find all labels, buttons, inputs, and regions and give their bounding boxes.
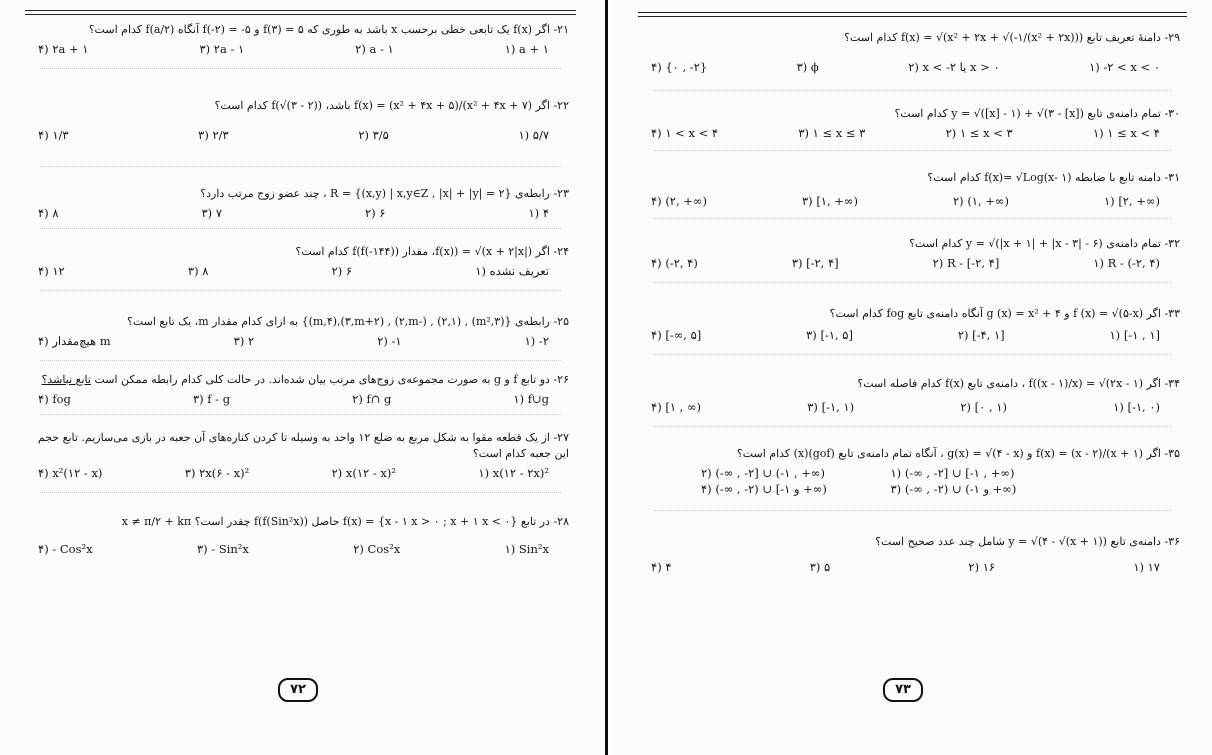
- page-number: ۷۲: [278, 678, 318, 702]
- question-25: [28, 314, 569, 348]
- question-text: ۲۸- در تابع f(x) = {x - ۱ x > ۰ ; x + ۱ x < ۰} حاصل f(f(Sin²x)) چقدر است؟ x ≠ π/۲ + kπ: [121, 515, 569, 528]
- option-3: ۳) ϕ: [796, 60, 819, 74]
- option-3: ۳) ۲x(۶ - x)²: [184, 466, 250, 480]
- option-4: ۴) {۰ , -۲}: [651, 60, 708, 74]
- separator: [653, 90, 1172, 91]
- option-3: ۳) [۱, +∞): [802, 194, 858, 208]
- option-2: ۲) (-∞ , -۲] ∪ (-۱ , +∞): [701, 466, 825, 480]
- question-text-main: ۲۶- دو تابع f و g به صورت مجموعه‌ی زوج‌های مرتب بیان شده‌اند. در حالت کلی کدام رابطه ممکن است: [90, 373, 569, 386]
- right-page: [613, 0, 1212, 755]
- options: [28, 334, 569, 348]
- option-3: ۳) (-∞ , -۲) ∪ (-۱ و +∞): [890, 482, 1017, 496]
- separator: [40, 414, 561, 415]
- separator: [40, 68, 561, 69]
- question-26: [28, 372, 569, 406]
- options: [641, 194, 1180, 208]
- separator: [40, 290, 561, 291]
- option-3: ۳) [-۱, ۵]: [806, 328, 853, 342]
- option-2: ۲) f∩ g: [352, 392, 392, 406]
- option-1: ۱) R - (-۲, ۴): [1093, 256, 1160, 270]
- options: [28, 264, 569, 278]
- option-1: ۱) f∪g: [513, 392, 549, 406]
- question-text: ۳۲- تمام دامنه‌ی y = √(|x + ۱| + |x - ۳| - ۶) کدام است؟: [909, 237, 1180, 250]
- option-1: ۱) -۲: [524, 334, 549, 348]
- options: [641, 256, 1180, 270]
- option-4: ۴) هیچ‌مقدار m: [38, 334, 111, 348]
- question-text: ۲۳- رابطه‌ی R = {(x,y) | x,y∈Z , |x| + |y| = ۲} ، چند عضو زوج مرتب دارد؟: [200, 187, 569, 200]
- left-page: [0, 0, 601, 755]
- question-35: [641, 446, 1180, 496]
- option-3: ۳) f - g: [192, 392, 231, 406]
- option-2: ۲) [-۴, ۱]: [957, 328, 1005, 342]
- separator: [653, 150, 1172, 151]
- question-24: [28, 244, 569, 278]
- option-2: ۲) ۶: [331, 264, 353, 278]
- question-text: ۲۷- از یک قطعه مقوا به شکل مربع به ضلع ۱۲ واحد به وسیله تا کردن کناره‌های آن جعبه در بازی می‌سازیم. تابع حجم این جعبه کدام است؟: [37, 431, 569, 460]
- option-3: ۳) [-۲, ۴]: [791, 256, 839, 270]
- option-3: ۳) - Sin²x: [196, 542, 249, 556]
- option-1: ۱) -۲ < x < ۰: [1089, 60, 1160, 74]
- option-1: ۱) ۱ ≤ x < ۴: [1092, 126, 1160, 140]
- question-32: [641, 236, 1180, 270]
- options: [641, 400, 1180, 414]
- option-4: ۴) (-۲, ۴): [651, 256, 698, 270]
- top-rule: [25, 10, 576, 15]
- question-29: [641, 30, 1180, 74]
- option-4: ۴) x²(۱۲ - x): [38, 466, 103, 480]
- question-text: ۳۱- دامنه تابع با ضابطه f(x)= √Log(x- ۱) کدام است؟: [927, 171, 1180, 184]
- question-text: ۲۴- اگر f(x)) = √(x + ۲|x|)، مقدار f(f(-۱۴۴)) کدام است؟: [295, 245, 569, 258]
- option-2: ۲) x < -۲ یا x > ۰: [908, 60, 1000, 74]
- option-4: ۴) ۲a + ۱: [38, 42, 89, 56]
- separator: [653, 510, 1172, 511]
- option-4: ۴) (-∞ , -۲) ∪ [-۱ و +∞): [701, 482, 827, 496]
- separator: [40, 228, 561, 229]
- options: [28, 42, 569, 56]
- question-text: ۳۴- اگر f((x - ۱)/x) = √(۲x - ۱) ، دامنه‌ی تابع f(x) کدام فاصله است؟: [857, 377, 1180, 390]
- options: [641, 126, 1180, 140]
- option-1: ۱) (-∞ , -۲] ∪ [-۱ , +∞): [890, 466, 1015, 480]
- question-30: [641, 106, 1180, 140]
- option-4: ۴) - Cos²x: [38, 542, 93, 556]
- separator: [40, 360, 561, 361]
- question-28: [28, 514, 569, 556]
- option-2: ۲) -۱: [377, 334, 402, 348]
- question-text: ۳۳- اگر f (x) = √(۵-x) و g (x) = x² + ۴ آنگاه دامنه‌ی تابع fog کدام است؟: [829, 307, 1180, 320]
- option-2: ۲) ۳/۵: [358, 128, 389, 142]
- page-divider: [601, 0, 613, 755]
- option-2: ۲) ۱۶: [968, 560, 996, 574]
- option-1: ۱) x(۱۲ - ۲x)²: [478, 466, 549, 480]
- options: [641, 466, 1180, 496]
- page-number: ۷۳: [883, 678, 923, 702]
- option-2: ۲) ۱ ≤ x < ۳: [945, 126, 1013, 140]
- option-4: ۴) ۱۲: [38, 264, 65, 278]
- option-4: ۴) ۸: [38, 206, 59, 220]
- separator: [653, 426, 1172, 427]
- option-2: ۲) [۰ , ۱): [960, 400, 1007, 414]
- separator: [40, 166, 561, 167]
- option-1: ۱) تعریف نشده: [475, 264, 549, 278]
- option-1: ۱) ۵/۷: [518, 128, 549, 142]
- option-2: ۲) R - [-۲, ۴]: [932, 256, 1000, 270]
- option-2: ۲) (۱, +∞): [953, 194, 1009, 208]
- option-3: ۳) ۲a - ۱: [199, 42, 245, 56]
- option-1: ۱) ۴: [528, 206, 549, 220]
- options: [641, 328, 1180, 342]
- question-text-underlined: تابع نباشد؟: [41, 373, 91, 386]
- question-27: [28, 430, 569, 480]
- top-rule: [638, 12, 1187, 17]
- question-text: ۲۱- اگر f(x) یک تابعی خطی برحسب x باشد به طوری که f(۳) = ۵ و f(-۲) = -۵ آنگاه f(a/۲) کدام است؟: [88, 23, 569, 36]
- question-34: [641, 376, 1180, 414]
- option-3: ۳) [-۱, ۱): [807, 400, 855, 414]
- option-3: ۳) ۲: [233, 334, 255, 348]
- separator: [653, 218, 1172, 219]
- question-36: [641, 534, 1180, 574]
- question-33: [641, 306, 1180, 342]
- option-1: ۱) Sin²x: [504, 542, 549, 556]
- options: [28, 206, 569, 220]
- option-2: ۲) x(۱۲ - x)²: [331, 466, 397, 480]
- option-1: ۱) ۱۷: [1133, 560, 1160, 574]
- option-4: ۴) ۱/۳: [38, 128, 69, 142]
- option-3: ۳) ۵: [809, 560, 831, 574]
- options: [28, 466, 569, 480]
- separator: [653, 354, 1172, 355]
- options: [28, 392, 569, 406]
- question-text: ۲۹- دامنهٔ تعریف تابع f(x) = √(x² + ۲x + √(-۱/(x² + ۲x))) کدام است؟: [844, 31, 1180, 44]
- option-4: ۴) (۲, +∞): [651, 194, 707, 208]
- question-text: ۲۲- اگر f(x) = (x² + ۴x + ۵)/(x² + ۴x + ۷) باشد، f(√(۳ - ۲)) کدام است؟: [214, 99, 569, 112]
- separator: [653, 282, 1172, 283]
- question-31: [641, 170, 1180, 208]
- option-1: ۱) a + ۱: [504, 42, 549, 56]
- option-4: ۴) ۴: [651, 560, 672, 574]
- question-text: [28, 372, 569, 388]
- options: [641, 560, 1180, 574]
- option-3: ۳) ۱ ≤ x ≤ ۳: [798, 126, 866, 140]
- question-text: ۳۶- دامنه‌ی تابع y = √(۴ - √(x + ۱)) شامل چند عدد صحیح است؟: [875, 535, 1180, 548]
- question-text: ۲۵- رابطه‌ی {(۳,m²) , (۲,۱) , (-۲,m) , (۳,m+۲),(m,۴)} به ازای کدام مقدار m، یک تابع است؟: [127, 315, 569, 328]
- option-4: ۴) fog: [38, 392, 71, 406]
- option-3: ۳) ۷: [201, 206, 222, 220]
- question-21: [28, 22, 569, 56]
- option-1: ۱) [-۱, ۰): [1113, 400, 1160, 414]
- question-22: [28, 98, 569, 142]
- separator: [40, 492, 561, 493]
- options: [28, 542, 569, 556]
- option-4: ۴) [۱ , ∞): [651, 400, 702, 414]
- question-text: ۳۰- تمام دامنه‌ی تابع y = √([x] - ۱) + √(۳ - [x]) کدام است؟: [894, 107, 1180, 120]
- options: [641, 60, 1180, 74]
- question-text: ۳۵- اگر f(x) = (x - ۲)/(x + ۱) و g(x) = √(۴ - x) ، آنگاه تمام دامنه‌ی تابع (gof)(x) کدام است؟: [736, 447, 1180, 460]
- option-4: ۴) [-∞, ۵]: [651, 328, 702, 342]
- option-2: ۲) Cos²x: [353, 542, 401, 556]
- option-2: ۲) a - ۱: [355, 42, 394, 56]
- option-1: ۱) [-۱ , ۱]: [1109, 328, 1160, 342]
- option-2: ۲) ۶: [365, 206, 386, 220]
- question-23: [28, 186, 569, 220]
- option-4: ۴) ۱ < x < ۴: [651, 126, 719, 140]
- option-3: ۳) ۸: [187, 264, 209, 278]
- options: [28, 128, 569, 142]
- option-3: ۳) ۲/۳: [198, 128, 229, 142]
- option-1: ۱) [۲, +∞): [1104, 194, 1160, 208]
